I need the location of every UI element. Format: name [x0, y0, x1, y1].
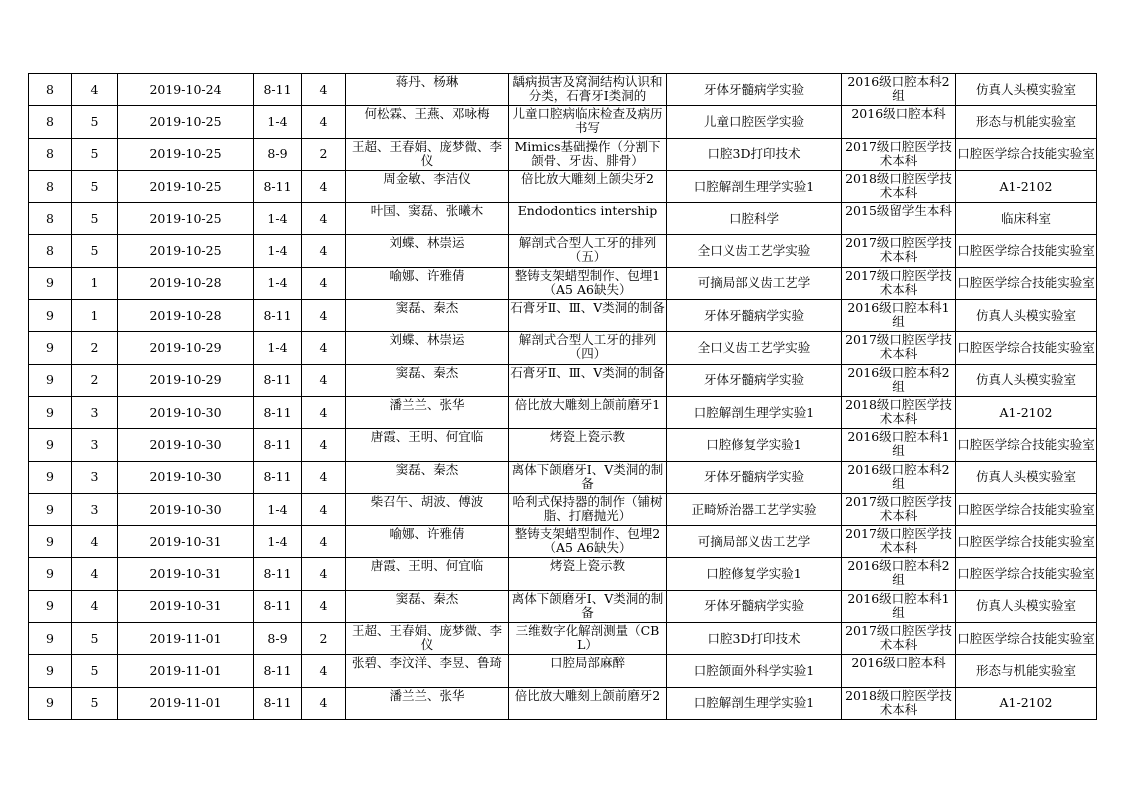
week-cell: 9 [29, 590, 72, 622]
date-cell: 2019-10-31 [118, 558, 254, 590]
class-cell: 2016级口腔本科2组 [842, 74, 956, 106]
room-cell: 口腔医学综合技能实验室 [956, 526, 1097, 558]
periods-cell: 8-11 [254, 590, 302, 622]
day-cell: 5 [72, 106, 118, 138]
table-row [29, 396, 1097, 428]
class-cell: 2017级口腔医学技术本科 [842, 267, 956, 299]
content-cell: 解剖式合型人工牙的排列（四） [509, 332, 667, 364]
course-cell: 全口义齿工艺学实验 [667, 235, 842, 267]
room-cell: 口腔医学综合技能实验室 [956, 623, 1097, 655]
content-cell: Endodontics intership [509, 203, 667, 235]
course-cell: 全口义齿工艺学实验 [667, 332, 842, 364]
periods-cell: 8-11 [254, 461, 302, 493]
week-cell: 9 [29, 300, 72, 332]
content-cell: 倍比放大雕刻上颌前磨牙1 [509, 396, 667, 428]
course-cell: 牙体牙髓病学实验 [667, 364, 842, 396]
day-cell: 5 [72, 138, 118, 170]
week-cell: 9 [29, 623, 72, 655]
hours-cell: 4 [302, 235, 346, 267]
week-cell: 8 [29, 170, 72, 202]
content-cell: 石膏牙Ⅱ、Ⅲ、Ⅴ类洞的制备 [509, 364, 667, 396]
hours-cell: 4 [302, 300, 346, 332]
date-cell: 2019-10-25 [118, 106, 254, 138]
date-cell: 2019-11-01 [118, 655, 254, 687]
date-cell: 2019-10-24 [118, 74, 254, 106]
hours-cell: 4 [302, 364, 346, 396]
day-cell: 5 [72, 235, 118, 267]
room-cell: 形态与机能实验室 [956, 106, 1097, 138]
teachers-cell: 窦磊、秦杰 [346, 364, 509, 396]
week-cell: 8 [29, 203, 72, 235]
class-cell: 2018级口腔医学技术本科 [842, 687, 956, 719]
week-cell: 9 [29, 267, 72, 299]
teachers-cell: 叶国、窦磊、张曦木 [346, 203, 509, 235]
date-cell: 2019-10-25 [118, 235, 254, 267]
day-cell: 2 [72, 364, 118, 396]
periods-cell: 8-11 [254, 655, 302, 687]
class-cell: 2016级口腔本科 [842, 655, 956, 687]
week-cell: 9 [29, 493, 72, 525]
date-cell: 2019-10-28 [118, 267, 254, 299]
content-cell: 离体下颌磨牙Ⅰ、Ⅴ类洞的制备 [509, 590, 667, 622]
teachers-cell: 喻娜、许雅倩 [346, 526, 509, 558]
room-cell: 临床科室 [956, 203, 1097, 235]
date-cell: 2019-11-01 [118, 623, 254, 655]
day-cell: 4 [72, 590, 118, 622]
table-row [29, 138, 1097, 170]
table-row [29, 429, 1097, 461]
class-cell: 2017级口腔医学技术本科 [842, 235, 956, 267]
date-cell: 2019-10-25 [118, 138, 254, 170]
date-cell: 2019-10-30 [118, 493, 254, 525]
class-cell: 2018级口腔医学技术本科 [842, 170, 956, 202]
date-cell: 2019-11-01 [118, 687, 254, 719]
content-cell: 儿童口腔病临床检查及病历书写 [509, 106, 667, 138]
course-cell: 口腔颌面外科学实验1 [667, 655, 842, 687]
hours-cell: 4 [302, 461, 346, 493]
content-cell: 三维数字化解剖测量（CBL） [509, 623, 667, 655]
date-cell: 2019-10-30 [118, 396, 254, 428]
date-cell: 2019-10-31 [118, 590, 254, 622]
date-cell: 2019-10-30 [118, 429, 254, 461]
hours-cell: 4 [302, 203, 346, 235]
week-cell: 8 [29, 138, 72, 170]
table-row [29, 106, 1097, 138]
day-cell: 4 [72, 558, 118, 590]
room-cell: A1-2102 [956, 687, 1097, 719]
class-cell: 2017级口腔医学技术本科 [842, 526, 956, 558]
course-cell: 口腔解剖生理学实验1 [667, 396, 842, 428]
class-cell: 2017级口腔医学技术本科 [842, 623, 956, 655]
week-cell: 9 [29, 655, 72, 687]
content-cell: Mimics基础操作（分割下颌骨、牙齿、腓骨） [509, 138, 667, 170]
week-cell: 9 [29, 332, 72, 364]
week-cell: 9 [29, 687, 72, 719]
hours-cell: 4 [302, 106, 346, 138]
week-cell: 8 [29, 235, 72, 267]
hours-cell: 4 [302, 493, 346, 525]
room-cell: 口腔医学综合技能实验室 [956, 235, 1097, 267]
hours-cell: 4 [302, 558, 346, 590]
room-cell: 仿真人头模实验室 [956, 461, 1097, 493]
class-cell: 2017级口腔医学技术本科 [842, 138, 956, 170]
room-cell: A1-2102 [956, 170, 1097, 202]
table-row [29, 332, 1097, 364]
periods-cell: 8-11 [254, 364, 302, 396]
course-cell: 口腔修复学实验1 [667, 429, 842, 461]
periods-cell: 1-4 [254, 526, 302, 558]
periods-cell: 1-4 [254, 267, 302, 299]
periods-cell: 8-11 [254, 558, 302, 590]
content-cell: 倍比放大雕刻上颌前磨牙2 [509, 687, 667, 719]
course-cell: 口腔3D打印技术 [667, 138, 842, 170]
teachers-cell: 王超、王春娟、庞梦微、李仪 [346, 138, 509, 170]
course-cell: 可摘局部义齿工艺学 [667, 526, 842, 558]
class-cell: 2018级口腔医学技术本科 [842, 396, 956, 428]
table-row [29, 687, 1097, 719]
room-cell: 仿真人头模实验室 [956, 300, 1097, 332]
class-cell: 2016级口腔本科1组 [842, 300, 956, 332]
teachers-cell: 蒋丹、杨琳 [346, 74, 509, 106]
table-row [29, 203, 1097, 235]
table-row [29, 623, 1097, 655]
week-cell: 9 [29, 558, 72, 590]
hours-cell: 2 [302, 623, 346, 655]
course-cell: 口腔3D打印技术 [667, 623, 842, 655]
course-cell: 牙体牙髓病学实验 [667, 590, 842, 622]
hours-cell: 4 [302, 74, 346, 106]
periods-cell: 8-11 [254, 300, 302, 332]
class-cell: 2016级口腔本科2组 [842, 558, 956, 590]
table-row [29, 558, 1097, 590]
day-cell: 3 [72, 429, 118, 461]
room-cell: 口腔医学综合技能实验室 [956, 332, 1097, 364]
day-cell: 5 [72, 655, 118, 687]
date-cell: 2019-10-30 [118, 461, 254, 493]
class-cell: 2016级口腔本科 [842, 106, 956, 138]
day-cell: 5 [72, 170, 118, 202]
day-cell: 2 [72, 332, 118, 364]
room-cell: 仿真人头模实验室 [956, 74, 1097, 106]
class-cell: 2016级口腔本科1组 [842, 590, 956, 622]
course-cell: 口腔修复学实验1 [667, 558, 842, 590]
day-cell: 5 [72, 203, 118, 235]
teachers-cell: 刘蝶、林崇运 [346, 332, 509, 364]
course-cell: 牙体牙髓病学实验 [667, 300, 842, 332]
teachers-cell: 喻娜、许雅倩 [346, 267, 509, 299]
date-cell: 2019-10-25 [118, 170, 254, 202]
date-cell: 2019-10-29 [118, 332, 254, 364]
table-row [29, 170, 1097, 202]
course-cell: 口腔解剖生理学实验1 [667, 170, 842, 202]
class-cell: 2016级口腔本科2组 [842, 461, 956, 493]
hours-cell: 4 [302, 429, 346, 461]
class-cell: 2016级口腔本科1组 [842, 429, 956, 461]
hours-cell: 4 [302, 332, 346, 364]
periods-cell: 1-4 [254, 203, 302, 235]
course-cell: 正畸矫治器工艺学实验 [667, 493, 842, 525]
teachers-cell: 柴召午、胡波、傅波 [346, 493, 509, 525]
content-cell: 离体下颌磨牙Ⅰ、Ⅴ类洞的制备 [509, 461, 667, 493]
class-cell: 2016级口腔本科2组 [842, 364, 956, 396]
hours-cell: 4 [302, 687, 346, 719]
room-cell: 口腔医学综合技能实验室 [956, 267, 1097, 299]
day-cell: 3 [72, 461, 118, 493]
table-row [29, 461, 1097, 493]
room-cell: 口腔医学综合技能实验室 [956, 493, 1097, 525]
course-cell: 儿童口腔医学实验 [667, 106, 842, 138]
hours-cell: 4 [302, 526, 346, 558]
hours-cell: 4 [302, 170, 346, 202]
content-cell: 解剖式合型人工牙的排列（五） [509, 235, 667, 267]
periods-cell: 8-11 [254, 74, 302, 106]
week-cell: 9 [29, 396, 72, 428]
teachers-cell: 唐霞、王明、何宜临 [346, 429, 509, 461]
teachers-cell: 潘兰兰、张华 [346, 396, 509, 428]
teachers-cell: 何松霖、王燕、邓咏梅 [346, 106, 509, 138]
day-cell: 1 [72, 267, 118, 299]
periods-cell: 1-4 [254, 106, 302, 138]
hours-cell: 4 [302, 655, 346, 687]
table-row [29, 364, 1097, 396]
day-cell: 1 [72, 300, 118, 332]
day-cell: 4 [72, 74, 118, 106]
course-cell: 牙体牙髓病学实验 [667, 74, 842, 106]
periods-cell: 1-4 [254, 493, 302, 525]
content-cell: 石膏牙Ⅱ、Ⅲ、Ⅴ类洞的制备 [509, 300, 667, 332]
class-cell: 2017级口腔医学技术本科 [842, 332, 956, 364]
teachers-cell: 潘兰兰、张华 [346, 687, 509, 719]
room-cell: 口腔医学综合技能实验室 [956, 558, 1097, 590]
schedule-body [29, 74, 1097, 720]
periods-cell: 1-4 [254, 332, 302, 364]
content-cell: 整铸支架蜡型制作、包埋1（A5 A6缺失） [509, 267, 667, 299]
week-cell: 9 [29, 461, 72, 493]
teachers-cell: 窦磊、秦杰 [346, 300, 509, 332]
table-row [29, 493, 1097, 525]
periods-cell: 8-11 [254, 687, 302, 719]
week-cell: 9 [29, 526, 72, 558]
week-cell: 9 [29, 364, 72, 396]
date-cell: 2019-10-29 [118, 364, 254, 396]
week-cell: 8 [29, 106, 72, 138]
schedule-table [28, 73, 1097, 720]
course-cell: 口腔解剖生理学实验1 [667, 687, 842, 719]
teachers-cell: 唐霞、王明、何宜临 [346, 558, 509, 590]
content-cell: 倍比放大雕刻上颌尖牙2 [509, 170, 667, 202]
periods-cell: 8-11 [254, 170, 302, 202]
day-cell: 3 [72, 493, 118, 525]
table-row [29, 300, 1097, 332]
date-cell: 2019-10-28 [118, 300, 254, 332]
room-cell: 口腔医学综合技能实验室 [956, 138, 1097, 170]
hours-cell: 4 [302, 267, 346, 299]
table-row [29, 526, 1097, 558]
teachers-cell: 张碧、李汶洋、李昱、鲁琦 [346, 655, 509, 687]
content-cell: 烤瓷上瓷示教 [509, 558, 667, 590]
day-cell: 4 [72, 526, 118, 558]
room-cell: 形态与机能实验室 [956, 655, 1097, 687]
table-row [29, 655, 1097, 687]
table-row [29, 267, 1097, 299]
course-cell: 可摘局部义齿工艺学 [667, 267, 842, 299]
room-cell: A1-2102 [956, 396, 1097, 428]
day-cell: 3 [72, 396, 118, 428]
table-row [29, 590, 1097, 622]
date-cell: 2019-10-31 [118, 526, 254, 558]
course-cell: 牙体牙髓病学实验 [667, 461, 842, 493]
teachers-cell: 刘蝶、林崇运 [346, 235, 509, 267]
hours-cell: 4 [302, 396, 346, 428]
table-row [29, 74, 1097, 106]
content-cell: 整铸支架蜡型制作、包埋2（A5 A6缺失） [509, 526, 667, 558]
class-cell: 2017级口腔医学技术本科 [842, 493, 956, 525]
teachers-cell: 窦磊、秦杰 [346, 461, 509, 493]
week-cell: 9 [29, 429, 72, 461]
room-cell: 口腔医学综合技能实验室 [956, 429, 1097, 461]
table-row [29, 235, 1097, 267]
day-cell: 5 [72, 623, 118, 655]
hours-cell: 4 [302, 590, 346, 622]
week-cell: 8 [29, 74, 72, 106]
class-cell: 2015级留学生本科 [842, 203, 956, 235]
room-cell: 仿真人头模实验室 [956, 590, 1097, 622]
hours-cell: 2 [302, 138, 346, 170]
room-cell: 仿真人头模实验室 [956, 364, 1097, 396]
content-cell: 龋病损害及窝洞结构认识和分类，石膏牙Ⅰ类洞的 [509, 74, 667, 106]
content-cell: 口腔局部麻醉 [509, 655, 667, 687]
content-cell: 烤瓷上瓷示教 [509, 429, 667, 461]
periods-cell: 8-9 [254, 623, 302, 655]
teachers-cell: 窦磊、秦杰 [346, 590, 509, 622]
periods-cell: 8-11 [254, 429, 302, 461]
date-cell: 2019-10-25 [118, 203, 254, 235]
course-cell: 口腔科学 [667, 203, 842, 235]
periods-cell: 8-9 [254, 138, 302, 170]
teachers-cell: 王超、王春娟、庞梦微、李仪 [346, 623, 509, 655]
periods-cell: 8-11 [254, 396, 302, 428]
content-cell: 哈利式保持器的制作（铺树脂、打磨抛光） [509, 493, 667, 525]
day-cell: 5 [72, 687, 118, 719]
teachers-cell: 周金敏、李洁仪 [346, 170, 509, 202]
periods-cell: 1-4 [254, 235, 302, 267]
